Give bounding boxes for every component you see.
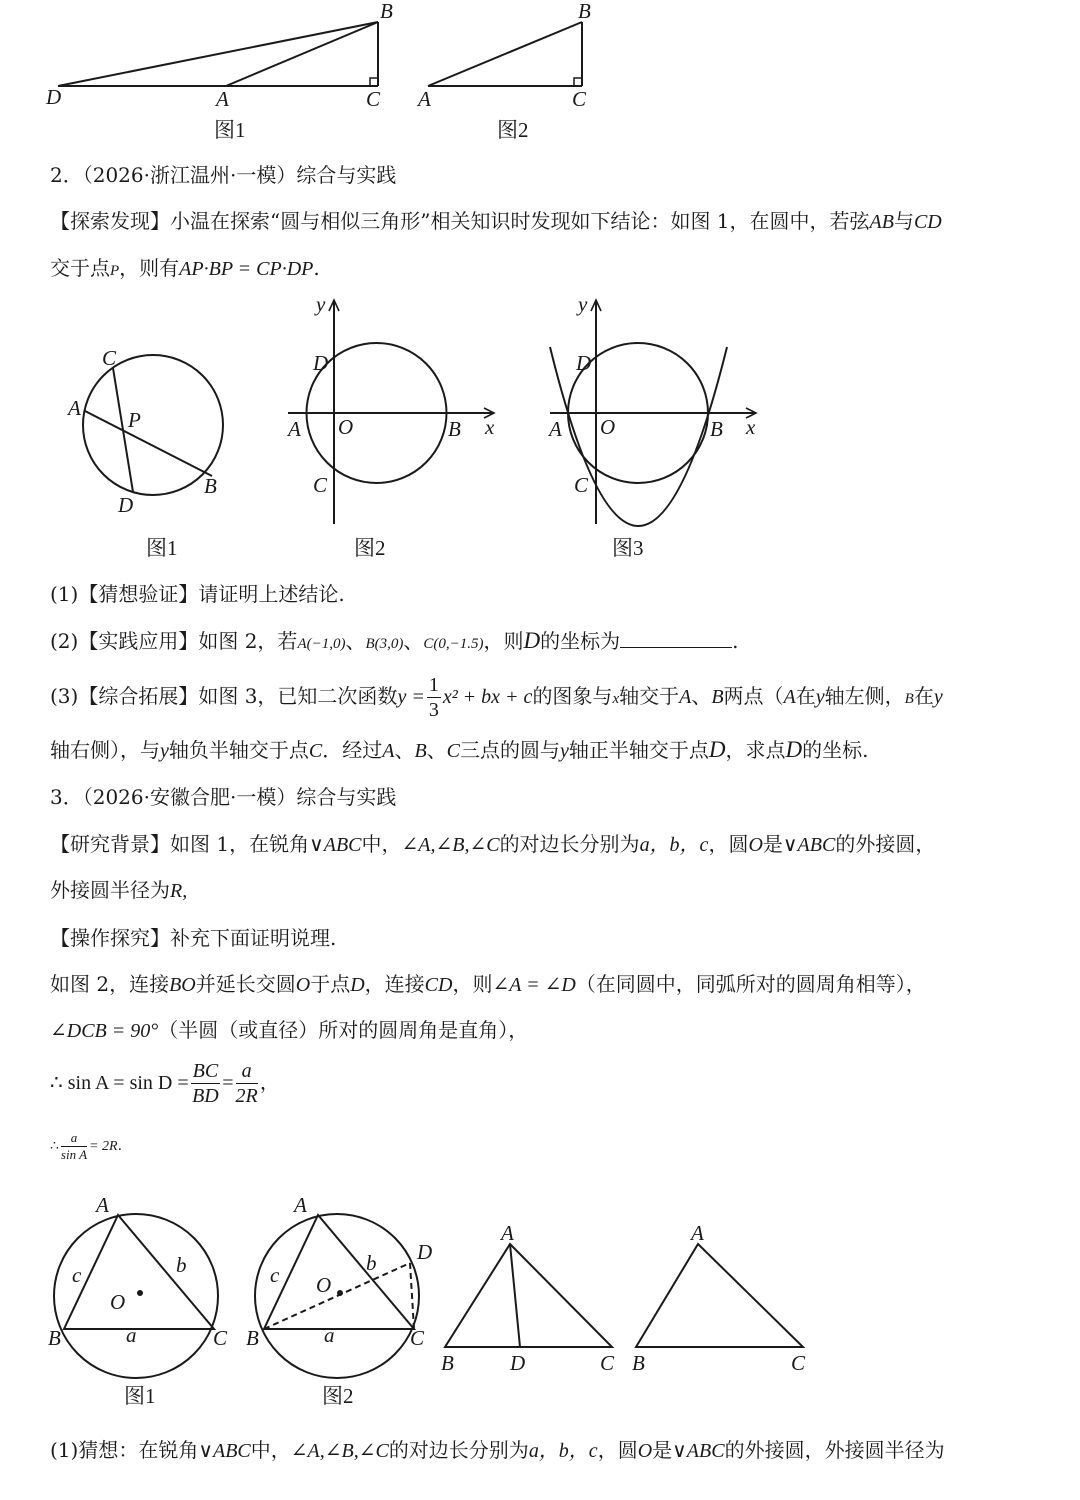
label-C: C: [791, 1351, 806, 1375]
q1-text: 中，: [250, 1438, 291, 1462]
label-O: O: [110, 1290, 126, 1314]
label-x: x: [485, 415, 495, 439]
q2-text-2: ，则: [483, 629, 524, 653]
separator: 、: [691, 684, 712, 708]
function-y: y =: [397, 686, 425, 708]
axis-y: y: [933, 686, 943, 708]
caption-fig2: 图2: [497, 118, 529, 142]
axis-y: y: [160, 740, 169, 762]
fraction-a-sin-a: [61, 1130, 87, 1163]
proof-text: 如图 2，连接: [50, 972, 170, 996]
problem3-background-line2: [50, 876, 187, 905]
point-a: A: [679, 686, 692, 708]
label-A: A: [418, 87, 431, 111]
fraction-numerator: a: [236, 1059, 258, 1084]
q2-text: 如图 2，若: [198, 629, 298, 653]
proof-text: 并延长交圆: [195, 972, 296, 996]
q3-text-5: 两点（: [723, 684, 784, 708]
label-B: B: [578, 0, 591, 23]
point-a: A: [783, 686, 796, 708]
proof-text: ，: [259, 1070, 280, 1094]
background-text: 中，: [361, 832, 402, 856]
background-text: 的外接圆，: [835, 832, 936, 856]
fraction-numerator: a: [61, 1130, 87, 1147]
axis-x: x: [612, 691, 620, 707]
label-c: c: [270, 1263, 280, 1287]
top-fig2-triangle: [428, 22, 582, 86]
background-text: ，圆: [708, 832, 749, 856]
fraction-numerator: 1: [428, 674, 439, 696]
q3-text-8: 在: [913, 684, 934, 708]
circle-o: O: [748, 834, 763, 856]
function-expr: x² + bx + c: [442, 686, 533, 708]
triangle-abc: ∨ABC: [198, 1440, 251, 1462]
label-A: A: [68, 396, 81, 420]
q3-text-7: 轴左侧，: [824, 684, 905, 708]
problem2-q2: [50, 627, 738, 658]
q3-line2-text: 三点的圆与: [460, 738, 561, 762]
point-d: D: [785, 737, 803, 762]
circle-o: O: [295, 974, 311, 996]
point-d: D: [523, 628, 541, 653]
problem3-operation: [50, 924, 336, 952]
p3-fig1-circumcircle: [54, 1214, 218, 1378]
angles: ∠A,∠B,∠C: [401, 834, 500, 856]
fraction-denominator: 3: [428, 699, 439, 721]
answer-blank[interactable]: [620, 627, 732, 648]
fraction-a-2r: [236, 1059, 258, 1108]
axis-y: y: [560, 740, 569, 762]
background-text: 如图 1，在锐角: [170, 832, 310, 856]
point-d: D: [350, 974, 365, 996]
label-B: B: [246, 1326, 259, 1350]
label-C: C: [600, 1351, 615, 1375]
point-b-coord: B(3,0): [365, 636, 404, 652]
angle-equation: ∠A = ∠D: [492, 974, 576, 996]
segment-bo: BO: [169, 974, 196, 996]
proof-text: （半圆（或直径）所对的圆周角是直角），: [158, 1018, 529, 1042]
fraction-numerator: BC: [192, 1060, 219, 1082]
label-c: c: [72, 1263, 82, 1287]
q3-text-2: 的图象与: [532, 684, 613, 708]
q2-end: .: [732, 629, 739, 653]
label-A: A: [96, 1193, 109, 1217]
q1-text: 的对边长分别为: [388, 1438, 529, 1462]
label-b: b: [176, 1253, 187, 1277]
circle-o: O: [637, 1440, 653, 1462]
background-tag: 【研究背景】: [50, 832, 170, 856]
label-a: a: [324, 1323, 335, 1347]
label-C: C: [102, 346, 117, 370]
label-a: a: [126, 1323, 137, 1347]
background-text: 的对边长分别为: [499, 832, 640, 856]
label-C: C: [313, 473, 328, 497]
point-a-coord: A(−1,0): [297, 636, 346, 652]
explore-text-2: 交于点: [50, 256, 110, 280]
label-A: A: [549, 417, 562, 441]
background-text: 外接圆半径为: [50, 878, 170, 902]
label-C: C: [572, 87, 587, 111]
caption-fig1: 图1: [214, 118, 246, 142]
q1-text: ，圆: [597, 1438, 638, 1462]
point-p: P: [110, 263, 120, 279]
p3-fig4-triangle: [636, 1244, 803, 1347]
p3-fig3-triangle: [445, 1244, 612, 1347]
q3-text-3: 轴交于: [619, 684, 680, 708]
problem3-proof-line3: [50, 1058, 280, 1108]
point-a: A: [382, 740, 395, 762]
q3-text: 如图 3，已知二次函数: [198, 684, 398, 708]
label-A: A: [691, 1221, 704, 1245]
q2-number: (2): [50, 629, 79, 653]
q3-number: (3): [50, 684, 79, 708]
label-O: O: [316, 1273, 332, 1297]
caption-fig3: 图3: [612, 536, 644, 560]
side-lengths: a，b，c: [639, 834, 709, 856]
radius-r: R,: [170, 880, 188, 902]
label-D: D: [46, 85, 62, 109]
point-b: B: [711, 686, 724, 708]
problem2-q3-line1: [50, 672, 943, 723]
label-A: A: [501, 1221, 514, 1245]
fraction-denominator: BD: [192, 1085, 219, 1107]
p3-fig2-circumcircle: [255, 1214, 419, 1378]
label-B: B: [710, 417, 723, 441]
text-and: 与: [893, 209, 914, 233]
label-C: C: [213, 1326, 228, 1350]
q3-line2-text: 轴负半轴交于点: [168, 738, 309, 762]
right-angle-equation: ∠DCB = 90°: [50, 1020, 159, 1042]
label-b: b: [366, 1251, 377, 1275]
label-B: B: [448, 417, 461, 441]
label-B: B: [441, 1351, 454, 1375]
proof-text: 于点: [310, 972, 351, 996]
top-fig1-triangle: [58, 22, 378, 86]
axis-y: y: [815, 686, 825, 708]
segment-cd: CD: [424, 974, 453, 996]
problem3-header: 3．（2026·安徽合肥·一模）综合与实践: [50, 785, 397, 809]
label-O: O: [338, 415, 354, 439]
operation-tag: 【操作探究】: [50, 926, 170, 950]
problem2-explore-line2: [50, 254, 320, 285]
label-A: A: [216, 87, 229, 111]
q3-line2-text: 轴右侧），与: [50, 738, 160, 762]
point-c: C: [308, 740, 323, 762]
separator: 、: [394, 738, 415, 762]
point-c: C: [446, 740, 461, 762]
separator: 、: [345, 629, 366, 653]
label-D: D: [576, 351, 592, 375]
result-2r: = 2R: [89, 1139, 118, 1154]
label-C: C: [366, 87, 381, 111]
q3-line2-text: ．经过: [322, 738, 383, 762]
problem2-header: 2．（2026·浙江温州·一模）综合与实践: [50, 163, 397, 187]
equals-sign: =: [222, 1072, 234, 1094]
angles: ∠A,∠B,∠C: [290, 1440, 389, 1462]
label-P: P: [128, 408, 141, 432]
caption-fig1: 图1: [146, 536, 178, 560]
background-text: 是: [762, 832, 783, 856]
p2-fig1-circle: [83, 355, 223, 495]
operation-text: 补充下面证明说理.: [170, 926, 337, 950]
proof-text: （在同圆中，同弧所对的圆周角相等），: [575, 972, 926, 996]
fraction-one-third: [427, 673, 441, 722]
problem3-proof-line2: [50, 1016, 528, 1045]
q1-text: 猜想：在锐角: [78, 1438, 199, 1462]
caption-fig1: 图1: [124, 1384, 156, 1408]
p3-fig2-center-dot: [337, 1290, 343, 1296]
label-D: D: [313, 351, 329, 375]
q3-line2-text: 的坐标.: [802, 738, 869, 762]
label-O: O: [600, 415, 616, 439]
q2-text-3: 的坐标为: [540, 629, 621, 653]
problem2-explore-line1: [50, 207, 942, 236]
text-period: .: [313, 256, 320, 280]
separator: 、: [403, 629, 424, 653]
p3-fig1-center-dot: [137, 1290, 143, 1296]
problem3-proof-line1: [50, 970, 926, 999]
q3-tag: 【综合拓展】: [78, 684, 199, 708]
point-b: B: [414, 740, 427, 762]
separator: 、: [426, 738, 447, 762]
explore-tag: 【探索发现】: [50, 209, 170, 233]
label-D: D: [118, 493, 134, 517]
label-y: y: [316, 292, 326, 316]
label-C: C: [574, 473, 589, 497]
label-B: B: [48, 1326, 61, 1350]
q1-text: 是: [652, 1438, 673, 1462]
label-A: A: [294, 1193, 307, 1217]
problem2-q3-line2: [50, 736, 869, 765]
therefore-sign: ∴: [50, 1139, 59, 1154]
problem3-proof-line4: [50, 1126, 122, 1167]
side-lengths: a，b，c: [528, 1440, 598, 1462]
label-y: y: [578, 292, 588, 316]
explore-text: 小温在探索“圆与相似三角形”相关知识时发现如下结论：如图 1，在圆中，若弦: [170, 209, 870, 233]
label-B: B: [380, 0, 393, 23]
label-x: x: [746, 415, 756, 439]
triangle-abc: ∨ABC: [672, 1440, 725, 1462]
fraction-denominator: 2R: [235, 1085, 258, 1107]
label-C: C: [410, 1326, 425, 1350]
q2-tag: 【实践应用】: [78, 629, 199, 653]
proof-text: .: [117, 1138, 123, 1154]
formula: AP·BP = CP·DP: [179, 258, 314, 280]
caption-fig2: 图2: [322, 1384, 354, 1408]
fraction-denominator: sin A: [60, 1146, 88, 1162]
q3-line2-text: 轴正半轴交于点: [568, 738, 709, 762]
q1-number: (1): [50, 582, 79, 606]
triangle-abc: ∨ABC: [309, 834, 362, 856]
point-b: B: [904, 691, 914, 707]
proof-text: ，连接: [364, 972, 425, 996]
q1-text: 的外接圆，外接圆半径为: [724, 1438, 945, 1462]
point-c-coord: C(0,−1.5): [423, 636, 484, 652]
caption-fig2: 图2: [354, 536, 386, 560]
fraction-bc-bd: [191, 1059, 221, 1108]
label-B: B: [632, 1351, 645, 1375]
triangle-abc: ∨ABC: [782, 834, 836, 856]
label-D: D: [510, 1351, 526, 1375]
chord-cd: CD: [913, 211, 942, 233]
problem3-background-line1: [50, 830, 935, 859]
problem3-q1: [50, 1436, 945, 1465]
sine-equation: ∴ sin A = sin D =: [50, 1072, 189, 1094]
label-B: B: [204, 474, 217, 498]
point-d: D: [708, 737, 726, 762]
q1-tag: 【猜想验证】: [78, 582, 199, 606]
text-then: ，则有: [119, 256, 180, 280]
chord-ab: AB: [869, 211, 894, 233]
label-D: D: [417, 1240, 433, 1264]
problem2-q1: [50, 580, 345, 608]
q1-text: 请证明上述结论.: [198, 582, 345, 606]
q3-line2-text: ，求点: [725, 738, 786, 762]
q3-text-6: 在: [795, 684, 816, 708]
proof-text: ，则: [452, 972, 493, 996]
q1-number: (1): [50, 1438, 79, 1462]
label-A: A: [288, 417, 301, 441]
